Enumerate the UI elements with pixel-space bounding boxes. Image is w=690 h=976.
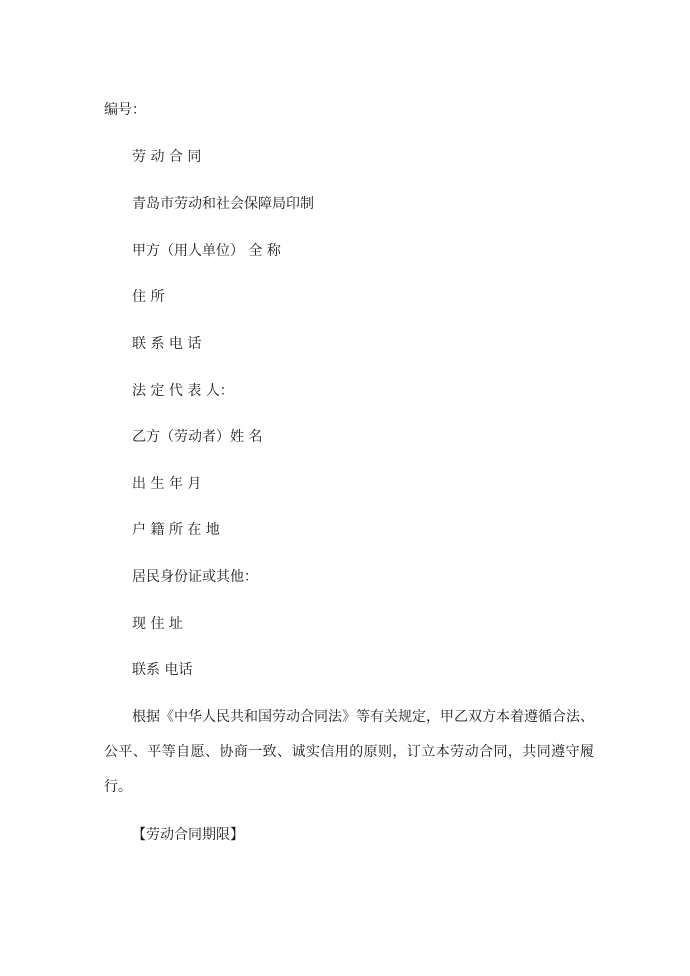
party-b-address-label: 现 住 址 [132, 616, 183, 632]
party-b-birth-label: 出 生 年 月 [132, 476, 202, 492]
preamble-paragraph: 根据《中华人民共和国劳动合同法》等有关规定，甲乙双方本着遵循合法、公平、平等自愿、协商一致、诚实信用的原则，订立本劳动合同，共同遵守履行。 [104, 709, 594, 795]
party-b-phone-label: 联系 电话 [132, 662, 193, 678]
party-b-name-label: 乙方（劳动者）姓 名 [132, 429, 263, 445]
party-a-legal-rep-label: 法 定 代 表 人： [132, 383, 234, 399]
party-b-hukou-label: 户 籍 所 在 地 [132, 522, 220, 538]
section-heading-term: 【劳动合同期限】 [132, 827, 244, 843]
issuer-line: 青岛市劳动和社会保障局印制 [132, 196, 314, 212]
party-b-id-label: 居民身份证或其他： [132, 569, 258, 585]
party-a-name-label: 甲方（用人单位） 全 称 [132, 243, 281, 259]
party-a-address-label: 住 所 [132, 289, 165, 305]
contract-title: 劳 动 合 同 [132, 149, 202, 165]
party-a-phone-label: 联 系 电 话 [132, 336, 202, 352]
contract-number-label: 编号： [104, 102, 146, 118]
